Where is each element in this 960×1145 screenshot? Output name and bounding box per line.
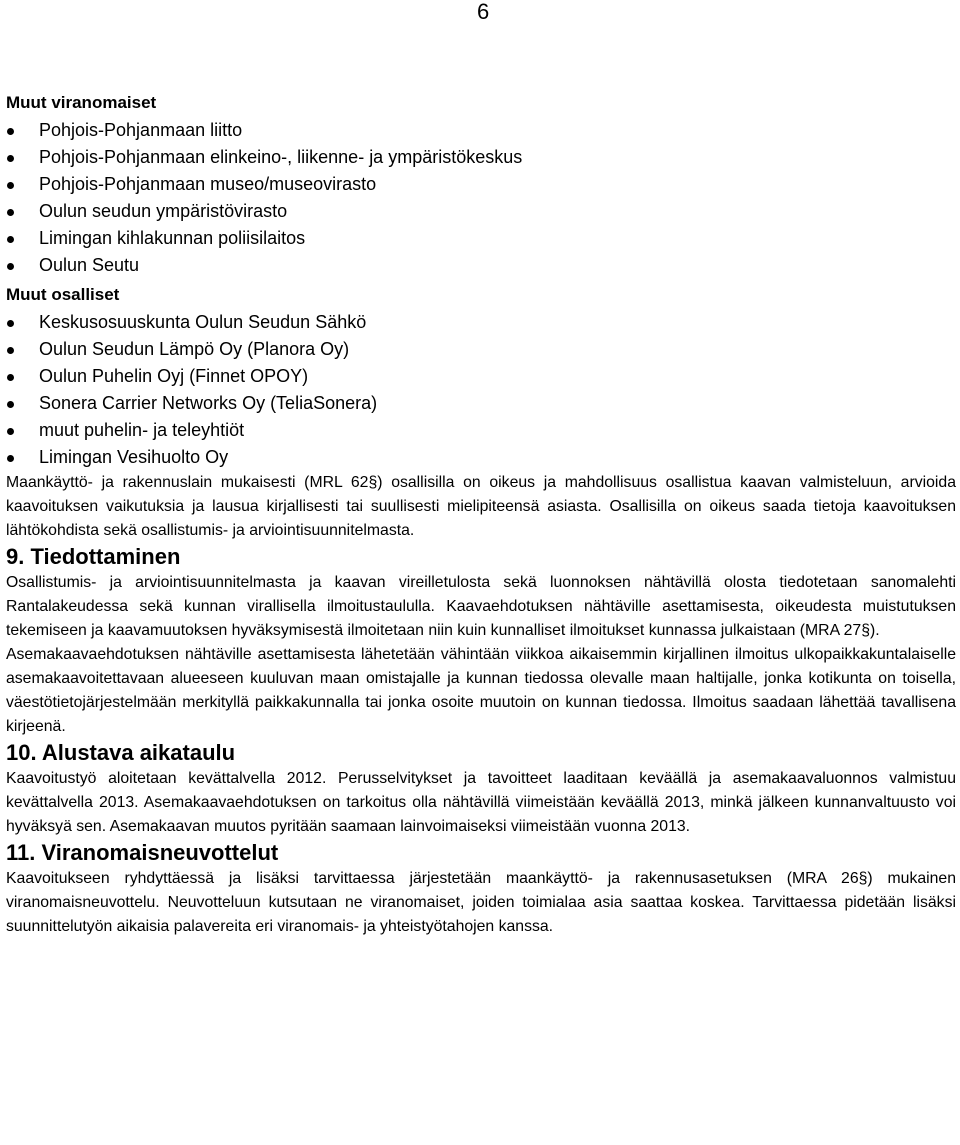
bullet-icon — [7, 128, 14, 135]
list-item: Limingan Vesihuolto Oy — [6, 444, 956, 471]
muut-osalliset-section — [6, 283, 956, 471]
section-9-heading: 9. Tiedottaminen — [6, 544, 181, 569]
bullet-icon — [7, 320, 14, 327]
muut-osalliset-title: Muut osalliset — [6, 285, 120, 304]
muut-osalliset-list — [6, 309, 956, 471]
muut-viranomaiset-title: Muut viranomaiset — [6, 93, 157, 112]
section-9-paragraph-1: Osallistumis- ja arviointisuunnitelmasta ja kaavan vireilletulosta sekä luonnoksen nähtävillä olosta tiedotetaan sanomalehti Rantalakeudessa sekä kunnan virallisella ilmoitustaululla. Kaavaehdotuksen nähtäville asettamisesta, oikeudesta muistutuksen tekemiseen ja kaavamuutoksen hyväksymisestä ilmoitetaan niin kuin kunnalliset ilmoitukset kunnassa julkaistaan (MRA 27§). — [6, 574, 956, 639]
bullet-icon — [7, 347, 14, 354]
mrl-paragraph: Maankäyttö- ja rakennuslain mukaisesti (MRL 62§) osallisilla on oikeus ja mahdollisuus osallistua kaavan valmisteluun, arvioida kaavoituksen vaikutuksia ja lausua kirjallisesti tai suullisesti mielipiteensä asiasta. Osallisilla on oikeus saada tietoja kaavoituksen lähtökohdista sekä osallistumis- ja arviointisuunnitelmasta. — [6, 474, 956, 539]
bullet-icon — [7, 236, 14, 243]
list-item: Pohjois-Pohjanmaan museo/museovirasto — [6, 171, 956, 198]
section-11-paragraph: Kaavoitukseen ryhdyttäessä ja lisäksi tarvittaessa järjestetään maankäyttö- ja rakennusasetuksen (MRA 26§) mukainen viranomaisneuvottelu. Neuvotteluun kutsutaan ne viranomaiset, joiden toimialaa asia saattaa koskea. Tarvittaessa pidetään lisäksi suunnittelutyön aikaisia palavereita eri viranomais- ja yhteistyötahojen kanssa. — [6, 870, 956, 935]
list-item: Oulun Puhelin Oyj (Finnet OPOY) — [6, 363, 956, 390]
section-10-paragraph: Kaavoitustyö aloitetaan kevättalvella 2012. Perusselvitykset ja tavoitteet laaditaan keväällä ja asemakaavaluonnos valmistuu kevättalvella 2013. Asemakaavaehdotuksen on tarkoitus olla nähtävillä viimeistään keväällä 2013, minkä jälkeen kunnanvaltuusto voi hyväksyä sen. Asemakaavan muutos pyritään saamaan lainvoimaiseksi viimeistään vuonna 2013. — [6, 770, 956, 835]
muut-viranomaiset-list — [6, 117, 956, 279]
section-10-heading: 10. Alustava aikataulu — [6, 740, 236, 765]
list-item: Sonera Carrier Networks Oy (TeliaSonera) — [6, 390, 956, 417]
bullet-icon — [7, 428, 14, 435]
page-number: 6 — [477, 0, 490, 24]
section-11-heading: 11. Viranomaisneuvottelut — [6, 840, 279, 865]
bullet-icon — [7, 182, 14, 189]
bullet-icon — [7, 209, 14, 216]
bullet-icon — [7, 263, 14, 270]
list-item: Oulun seudun ympäristövirasto — [6, 198, 956, 225]
bullet-icon — [7, 401, 14, 408]
list-item: Keskusosuuskunta Oulun Seudun Sähkö — [6, 309, 956, 336]
list-item: Oulun Seutu — [6, 252, 956, 279]
document-body — [6, 91, 956, 939]
list-item: Pohjois-Pohjanmaan liitto — [6, 117, 956, 144]
bullet-icon — [7, 455, 14, 462]
list-item: Oulun Seudun Lämpö Oy (Planora Oy) — [6, 336, 956, 363]
list-item: Limingan kihlakunnan poliisilaitos — [6, 225, 956, 252]
bullet-icon — [7, 155, 14, 162]
bullet-icon — [7, 374, 14, 381]
list-item: muut puhelin- ja teleyhtiöt — [6, 417, 956, 444]
section-9-paragraph-2: Asemakaavaehdotuksen nähtäville asettamisesta lähetetään vähintään viikkoa aikaisemmin kirjallinen ilmoitus ulkopaikkakuntalaiselle asemakaavoitettavaan alueeseen kuuluvan maan omistajalle ja kunnan tiedossa olevalle maan haltijalle, jonka kotikunta on toisella, väestötietojärjestelmään merkityllä paikkakunnalla tai jonka osoite muutoin on kunnan tiedossa. Ilmoitus saadaan lähettää tavallisena kirjeenä. — [6, 646, 956, 735]
list-item: Pohjois-Pohjanmaan elinkeino-, liikenne- ja ympäristökeskus — [6, 144, 956, 171]
muut-viranomaiset-section — [6, 91, 956, 279]
